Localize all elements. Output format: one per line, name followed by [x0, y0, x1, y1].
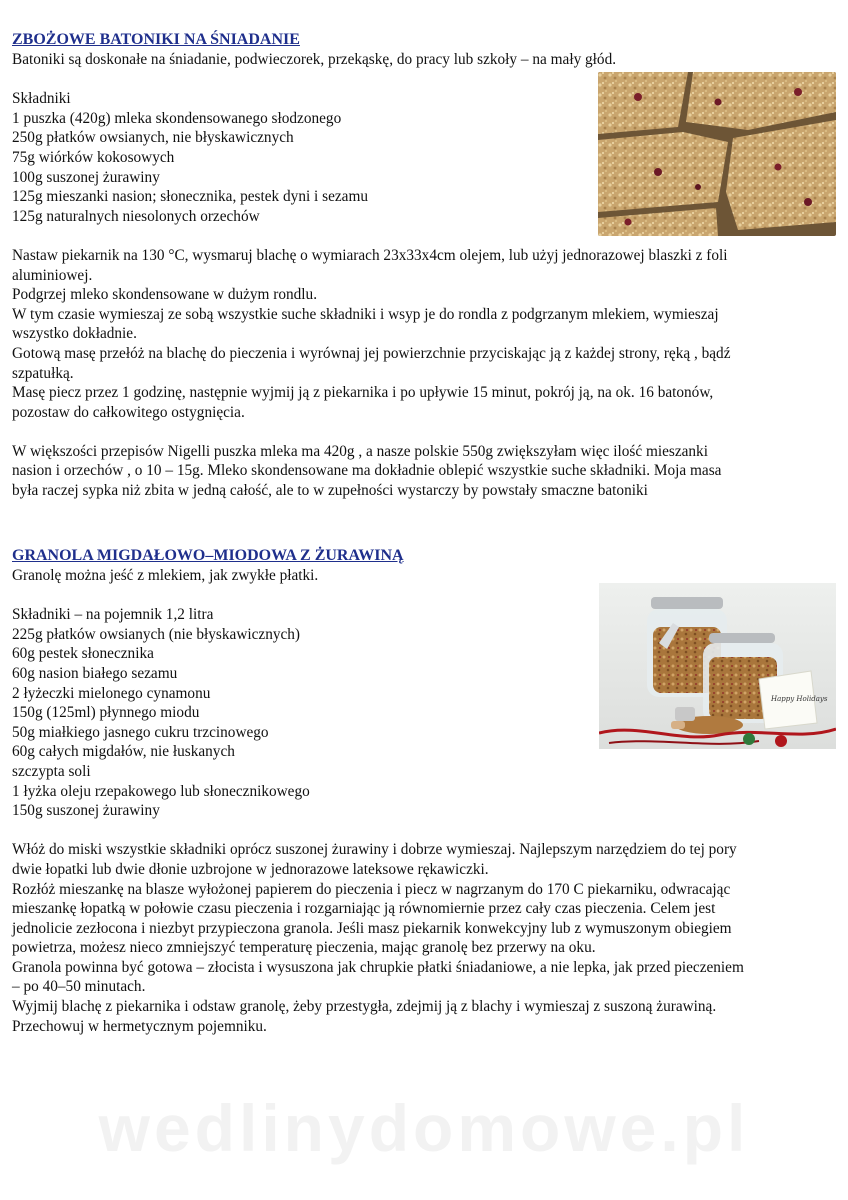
- step-line: Masę piecz przez 1 godzinę, następnie wyjmij ją z piekarnika i po upływie 15 minut, pokrój ją, na ok. 16 batonów,: [12, 384, 714, 402]
- list-item: 150g suszonej żurawiny: [12, 802, 160, 820]
- step-line: Gotową masę przełóż na blachę do pieczenia i wyrównaj jej powierzchnie przyciskając ją z każdej strony, ręką , bądź: [12, 344, 731, 362]
- step-line: aluminiowej.: [12, 266, 93, 284]
- recipe-1-intro: Batoniki są doskonałe na śniadanie, podwieczorek, przekąskę, do pracy lub szkoły – na mały głód.: [12, 51, 617, 68]
- list-item: szczypta soli: [12, 762, 91, 780]
- list-item: 60g całych migdałów, nie łuskanych: [12, 743, 235, 761]
- list-item: 100g suszonej żurawiny: [12, 168, 160, 186]
- recipe-1-steps: [12, 246, 838, 422]
- card-text: Happy Holidays: [771, 695, 828, 703]
- list-item: 60g pestek słonecznika: [12, 645, 154, 663]
- step-line: Przechowuj w hermetycznym pojemniku.: [12, 1017, 267, 1035]
- granola-bars-photo: [598, 72, 836, 236]
- list-item: 1 puszka (420g) mleka skondensowanego słodzonego: [12, 109, 342, 127]
- note-line: W większości przepisów Nigelli puszka mleka ma 420g , a nasze polskie 550g zwiększyłam więc ilość mieszanki: [12, 442, 708, 460]
- step-line: mieszankę łopatką w połowie czasu pieczenia i rozgarniając ją równomiernie przez cały czas pieczenia. Celem jest: [12, 900, 716, 918]
- note-line: nasion i orzechów , o 10 – 15g. Mleko skondensowane ma dokładnie oblepić wszystkie suche składniki. Moja masa: [12, 462, 722, 480]
- list-item: 1 łyżka oleju rzepakowego lub słonecznikowego: [12, 782, 310, 800]
- note-line: była raczej sypka niż zbita w jedną całość, ale to w zupełności wystarczy by powstały smaczne batoniki: [12, 482, 648, 500]
- list-item: 50g miałkiego jasnego cukru trzcinowego: [12, 723, 269, 741]
- recipe-2-steps: [12, 840, 838, 1036]
- list-item: 125g mieszanki nasion; słonecznika, pestek dyni i sezamu: [12, 188, 368, 206]
- watermark: wedlinydomowe.pl: [98, 1091, 750, 1165]
- list-item: 125g naturalnych niesolonych orzechów: [12, 207, 260, 225]
- step-line: Nastaw piekarnik na 130 °C, wysmaruj blachę o wymiarach 23x33x4cm olejem, lub użyj jednorazowej blaszki z foli: [12, 246, 728, 264]
- list-item: 60g nasion białego sezamu: [12, 664, 178, 682]
- list-item: 225g płatków owsianych (nie błyskawicznych): [12, 625, 301, 643]
- step-line: pozostaw do całkowitego ostygnięcia.: [12, 403, 245, 421]
- step-line: powietrza, możesz nieco zmniejszyć temperaturę pieczenia, mając granolę bez przerwy na oku.: [12, 939, 596, 957]
- step-line: szpatułką.: [12, 364, 74, 382]
- list-item: 150g (125ml) płynnego miodu: [12, 704, 200, 722]
- step-line: Wyjmij blachę z piekarnika i odstaw granolę, żeby przestygła, zdejmij ją z blachy i wymieszaj z suszoną żurawiną.: [12, 998, 717, 1016]
- list-item: 75g wiórków kokosowych: [12, 148, 175, 166]
- step-line: jednolicie zezłocona i niezbyt przypieczona granola. Jeśli masz piekarnik konwekcyjny lub z wymuszonym obiegiem: [12, 919, 732, 937]
- recipe-1-note: [12, 442, 838, 501]
- recipe-1-title: ZBOŻOWE BATONIKI NA ŚNIADANIE: [12, 31, 300, 48]
- step-line: Podgrzej mleko skondensowane w dużym rondlu.: [12, 286, 318, 304]
- list-item: 250g płatków owsianych, nie błyskawicznych: [12, 129, 294, 147]
- granola-jars-photo: [599, 583, 836, 749]
- step-line: dwie łopatki lub dwie dłonie uzbrojone w jednorazowe lateksowe rękawiczki.: [12, 860, 489, 878]
- recipe-1-ingredients-heading: Składniki: [12, 90, 71, 108]
- recipe-2-title: GRANOLA MIGDAŁOWO–MIODOWA Z ŻURAWINĄ: [12, 547, 404, 564]
- list-item: 2 łyżeczki mielonego cynamonu: [12, 684, 211, 702]
- recipe-2-ingredients-heading: Składniki – na pojemnik 1,2 litra: [12, 606, 214, 624]
- step-line: W tym czasie wymieszaj ze sobą wszystkie suche składniki i wsyp je do rondla z podgrzanym mlekiem, wymieszaj: [12, 305, 719, 323]
- step-line: Granola powinna być gotowa – złocista i wysuszona jak chrupkie płatki śniadaniowe, a nie lepka, jak przed pieczeniem: [12, 958, 744, 976]
- step-line: wszystko dokładnie.: [12, 325, 137, 343]
- step-line: – po 40–50 minutach.: [12, 978, 146, 996]
- step-line: Włóż do miski wszystkie składniki oprócz suszonej żurawiny i dobrze wymieszaj. Najlepszym narzędziem do tej pory: [12, 841, 737, 859]
- step-line: Rozłóż mieszankę na blasze wyłożonej papierem do pieczenia i piecz w nagrzanym do 170 C piekarniku, odwracając: [12, 880, 731, 898]
- recipe-2-intro: Granolę można jeść z mlekiem, jak zwykłe płatki.: [12, 567, 319, 584]
